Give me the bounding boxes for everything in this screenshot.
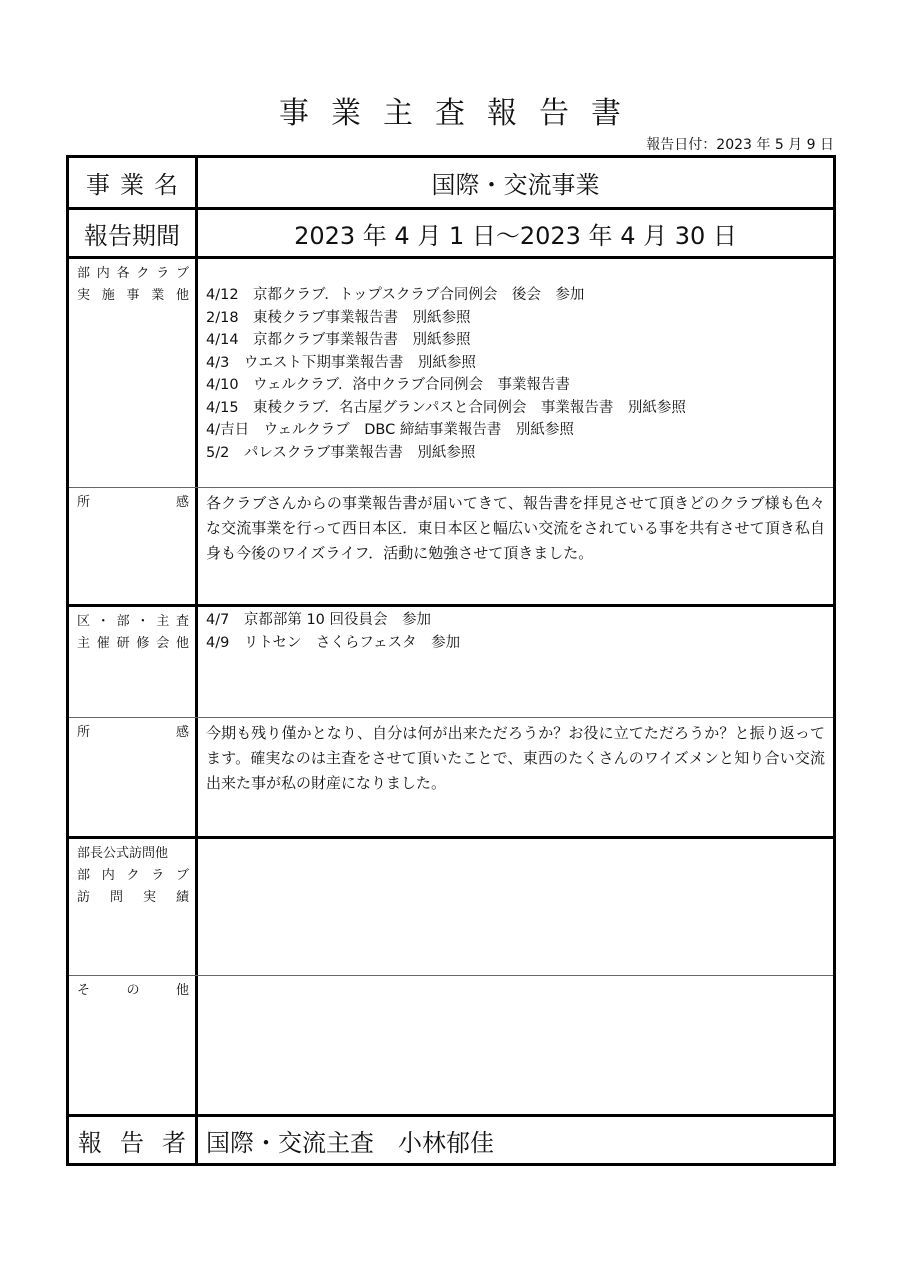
reporter-value: 国際・交流主査 小林郁佳	[206, 1128, 494, 1157]
visits-content	[198, 839, 833, 975]
business-name-label-char-3: 名	[154, 171, 178, 199]
visits-label-line2: 部 内 ク ラ ブ	[77, 868, 189, 883]
list-item: 4/15 東稜クラブ．名古屋グランパスと合同例会 事業報告書 別紙参照	[206, 399, 686, 416]
list-item: 4/7 京都部第 10 回役員会 参加	[206, 612, 432, 628]
business-name-value: 国際・交流事業	[431, 171, 600, 199]
district-training-list	[198, 608, 833, 716]
reporter-label-cell	[69, 1117, 195, 1163]
club-activities-label-line1: 部 内 各 ク ラ ブ	[77, 266, 189, 281]
list-item: 4/吉日 ウェルクラブ DBC 締結事業報告書 別紙参照	[206, 422, 574, 438]
list-item: 5/2 パレスクラブ事業報告書 別紙参照	[206, 444, 476, 461]
business-name-label-cell	[69, 158, 195, 207]
other-label: そ の 他	[77, 983, 189, 998]
report-period-value: 2023 年 4 月 1 日～2023 年 4 月 30 日	[294, 221, 737, 250]
list-item: 4/3 ウエスト下期事業報告書 別紙参照	[206, 354, 476, 371]
impression2-text: 今期も残り僅かとなり、自分は何が出来ただろうか？お役に立てただろうか？と振り返ってます。確実なのは主査をさせて頂いたことで、東西のたくさんのワイズメンと知り合い交流出来た事が私の財産になりました。	[206, 724, 825, 792]
list-item: 4/10 ウェルクラブ．洛中クラブ合同例会 事業報告書	[206, 377, 571, 393]
visits-label-line1: 部長公式訪問他	[77, 846, 169, 861]
district-training-label-line1: 区 ・ 部 ・ 主 査	[77, 614, 189, 629]
club-activities-label	[69, 259, 195, 487]
district-training-label	[69, 607, 195, 717]
report-form-table	[66, 155, 836, 1166]
club-activities-list	[198, 284, 833, 484]
visits-label-line3: 訪 問 実 績	[77, 890, 189, 905]
business-name-label-char-2: 業	[120, 171, 144, 199]
visits-label	[69, 839, 195, 975]
club-activities-label-line2: 実 施 事 業 他	[77, 288, 189, 303]
impression1-label: 所 感	[77, 495, 189, 510]
list-item: 4/12 京都クラブ．トップスクラブ合同例会 後会 参加	[206, 287, 585, 303]
impression1-text: 各クラブさんからの事業報告書が届いてきて、報告書を拝見させて頂きどのクラブ様も色々な交流事業を行って西日本区．東日本区と幅広い交流をされている事を共有させて頂き私自身も今後のワイズライフ．活動に勉強させて頂きました。	[206, 494, 825, 562]
business-name-label	[86, 165, 178, 200]
list-item: 4/14 京都クラブ事業報告書 別紙参照	[206, 332, 471, 348]
report-period-label: 報告期間	[84, 221, 180, 250]
document-title: 事業主査報告書	[279, 96, 643, 131]
other-content	[198, 976, 833, 1114]
reporter-label: 報 告 者	[78, 1128, 186, 1157]
report-date: 報告日付：2023 年 5 月 9 日	[646, 137, 834, 153]
list-item: 4/9 リトセン さくらフェスタ 参加	[206, 634, 461, 651]
list-item: 2/18 東稜クラブ事業報告書 別紙参照	[206, 309, 471, 326]
impression2-label: 所 感	[77, 725, 189, 740]
business-name-label-char-1: 事	[86, 171, 110, 199]
district-training-label-line2: 主 催 研 修 会 他	[77, 636, 189, 651]
